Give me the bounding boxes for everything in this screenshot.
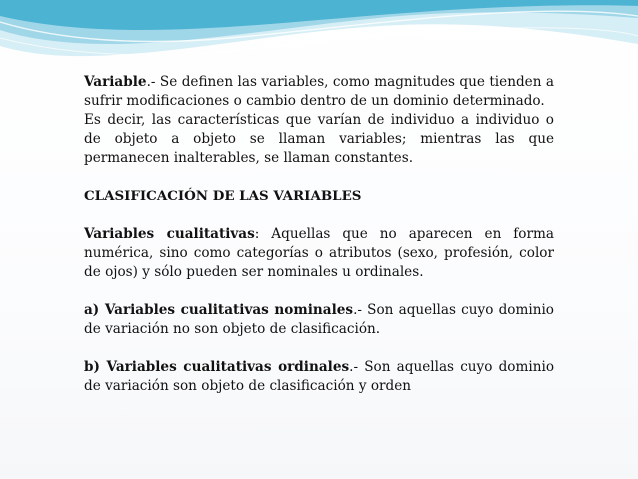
text-variable-definition: .- Se definen las variables, como magnitudes que tienden a sufrir modificaciones o cambio dentro de un dominio determinado.: [84, 74, 554, 109]
text-nominal: .- Son aquellas cuyo dominio de variación no son objeto de clasificación.: [84, 302, 554, 337]
term-ordinal: b) Variables cualitativas ordinales: [84, 359, 350, 375]
paragraph-variable-definition: [84, 73, 554, 111]
text-ordinal: .- Son aquellas cuyo dominio de variación son objeto de clasificación y orden: [84, 359, 554, 394]
term-variable: Variable: [84, 74, 147, 90]
definition-qualitative: [84, 225, 554, 282]
definition-nominal: [84, 301, 554, 339]
term-nominal: a) Variables cualitativas nominales: [84, 302, 354, 318]
term-qualitative: Variables cualitativas: [84, 226, 255, 242]
definition-ordinal: [84, 358, 554, 396]
text-qualitative: : Aquellas que no aparecen en forma numérica, sino como categorías o atributos (sexo, profesión, color de ojos) y sólo pueden ser nominales u ordinales.: [84, 226, 554, 280]
slide-body: [84, 73, 554, 415]
section-heading: CLASIFICACIÓN DE LAS VARIABLES: [84, 188, 362, 204]
text-variable-explanation: Es decir, las características que varían de individuo a individuo o de objeto a objeto se llaman variables; mientras las que permanecen inalterables, se llaman constantes.: [84, 112, 554, 166]
decorative-wave-banner: [0, 0, 638, 70]
paragraph-variable-explanation: [84, 111, 554, 168]
